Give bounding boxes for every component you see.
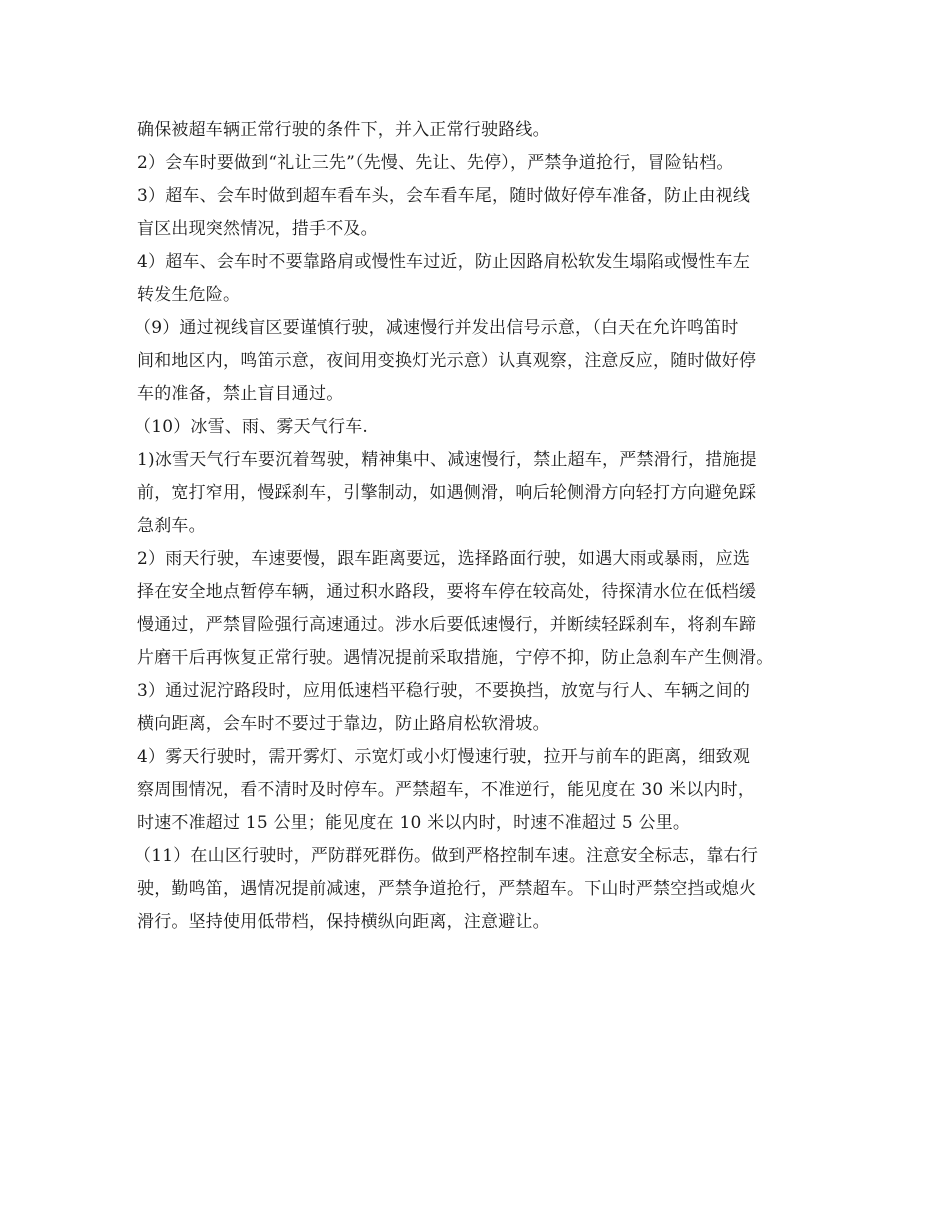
text-line: 前，宽打窄用，慢踩刹车，引擎制动，如遇侧滑，响后轮侧滑方向轻打方向避免踩 <box>137 483 757 503</box>
text-line: 察周围情况，看不清时及时停车。严禁超车，不准逆行，能见度在 30 米以内时， <box>137 780 756 800</box>
text-line: 4）雾天行驶时，需开雾灯、示宽灯或小灯慢速行驶，拉开与前车的距离，细致观 <box>137 747 751 767</box>
text-line: 1)冰雪天气行车要沉着驾驶，精神集中、减速慢行，禁止超车，严禁滑行，措施提 <box>137 450 757 470</box>
text-line: 2）会车时要做到“礼让三先”（先慢、先让、先停），严禁争道抢行，冒险钻档。 <box>137 153 734 173</box>
text-line: 2）雨天行驶，车速要慢，跟车距离要远，选择路面行驶，如遇大雨或暴雨，应选 <box>137 549 751 569</box>
text-line: 转发生危险。 <box>137 285 241 305</box>
text-line: 慢通过，严禁冒险强行高速通过。涉水后要低速慢行，并断续轻踩刹车，将刹车蹄 <box>137 615 757 635</box>
text-line: 盲区出现突然情况，措手不及。 <box>137 219 378 239</box>
text-line: 急刹车。 <box>137 516 206 536</box>
text-line: 间和地区内，鸣笛示意，夜间用变换灯光示意）认真观察，注意反应，随时做好停 <box>137 351 757 371</box>
text-line: 择在安全地点暂停车辆，通过积水路段，要将车停在较高处，待探清水位在低档缓 <box>137 582 757 602</box>
text-line: 确保被超车辆正常行驶的条件下，并入正常行驶路线。 <box>137 120 550 140</box>
text-line: 3）超车、会车时做到超车看车头，会车看车尾，随时做好停车准备，防止由视线 <box>137 186 751 206</box>
text-line: 滑行。坚持使用低带档，保持横纵向距离，注意避让。 <box>137 912 550 932</box>
text-line: 3）通过泥泞路段时，应用低速档平稳行驶，不要换挡，放宽与行人、车辆之间的 <box>137 681 751 701</box>
text-line: 4）超车、会车时不要靠路肩或慢性车过近，防止因路肩松软发生塌陷或慢性车左 <box>137 252 751 272</box>
text-line: 片磨干后再恢复正常行驶。遇情况提前采取措施，宁停不抑，防止急刹车产生侧滑。 <box>137 648 774 668</box>
text-line: （10）冰雪、雨、雾天气行车. <box>134 417 369 437</box>
text-line: 车的准备，禁止盲目通过。 <box>137 384 344 404</box>
text-line: （11）在山区行驶时，严防群死群伤。做到严格控制车速。注意安全标志，靠右行 <box>134 846 759 866</box>
text-line: 驶，勤鸣笛，遇情况提前减速，严禁争道抢行，严禁超车。下山时严禁空挡或熄火 <box>137 879 757 899</box>
text-line: 时速不准超过 15 公里；能见度在 10 米以内时，时速不准超过 5 公里。 <box>137 813 691 833</box>
document-body <box>134 114 827 939</box>
text-line: 横向距离，会车时不要过于靠边，防止路肩松软滑坡。 <box>137 714 550 734</box>
text-line: （9）通过视线盲区要谨慎行驶，减速慢行并发出信号示意，（白天在允许鸣笛时 <box>134 318 739 338</box>
